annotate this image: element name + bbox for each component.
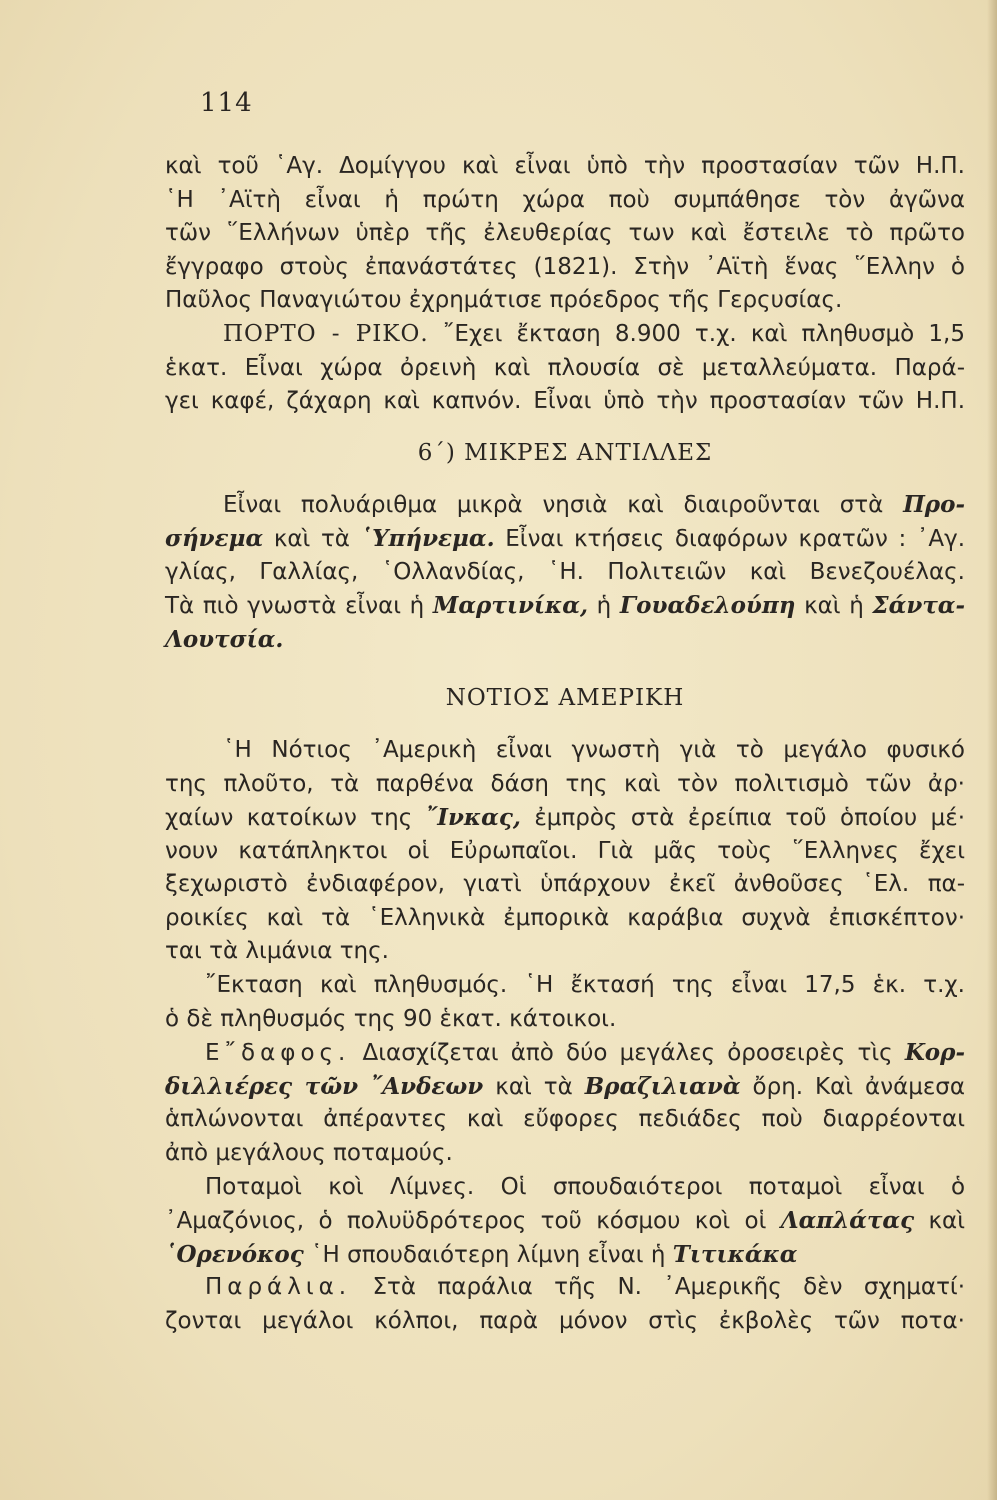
porto-rico-line-3: γει καφέ, ζάχαρη καὶ καπνόν. Εἶναι ὑπὸ τὴν προστασίαν τῶν Η.Π. [165, 388, 965, 415]
soil-title: Ε῎δαφος. [205, 1040, 351, 1067]
antilles-line-4: Τὰ πιὸ γνωστὰ εἶναι ἡ Μαρτινίκα, ἡ Γουαδελούπη καὶ ἡ Σάντα- [165, 592, 966, 620]
porto-rico-title: ΠΟΡΤΟ - ΡΙΚΟ. [223, 320, 429, 347]
small-antilles-heading: 6΄) ΜΙΚΡΕΣ ΑΝΤΙΛΛΕΣ [417, 439, 713, 466]
text-line: τῶν ῞Ελλήνων ὑπὲρ τῆς ἐλευθερίας των καὶ ἔστειλε τὸ πρῶτο [165, 220, 965, 247]
sa-soil-4: ἀπὸ μεγάλους ποταμούς. [165, 1140, 453, 1167]
sa-intro-1: ῾Η Νότιος ᾿Αμερικὴ εἶναι γνωστὴ γιὰ τὸ μεγάλο φυσικό [223, 736, 965, 763]
sa-area-1: ῎Εκταση καὶ πληθυσμός. ῾Η ἔκτασή της εἶναι 17,5 ἑκ. τ.χ. [205, 972, 965, 999]
sa-intro-3: χαίων κατοίκων της ῎Ινκας, ἐμπρὸς στὰ ἐρείπια τοῦ ὁποίου μέ· [165, 804, 965, 832]
coast-title: Παράλια. [205, 1274, 352, 1301]
sa-rivers-3: ῾Ορενόκος ῾Η σπουδαιότερη λίμνη εἶναι ἡ Τιτικάκα [165, 1240, 798, 1268]
antilles-line-1: Εἶναι πολυάριθμα μικρὰ νησιὰ καὶ διαιροῦνται στὰ Προ- [223, 491, 965, 519]
text-line: Παῦλος Παναγιώτου ἐχρημάτισε πρόεδρος τῆς Γερςυσίας. [165, 287, 843, 314]
antilles-line-2: σήνεμα καὶ τὰ ῾Υπήνεμα. Εἶναι κτήσεις διαφόρων κρατῶν : ᾿Αγ. [165, 524, 966, 552]
sa-intro-5: ξεχωριστὸ ἐνδιαφέρον, γιατὶ ὑπάρχουν ἐκεῖ ἀνθοῦσες ῾Ελ. πα- [165, 871, 965, 898]
sa-soil-2: διλλιέρες τῶν ῎Ανδεων καὶ τὰ Βραζιλιανὰ ὄρη. Καὶ ἀνάμεσα [165, 1072, 966, 1100]
sa-intro-4: νουν κατάπληκτοι οἱ Εὐρωπαῖοι. Γιὰ μᾶς τοὺς ῞Ελληνες ἔχει [165, 837, 965, 864]
sa-coast-2: ζονται μεγάλοι κόλποι, παρὰ μόνον στὶς ἐκβολὲς τῶν ποτα· [165, 1308, 965, 1334]
text-line: ἔγγραφο στοὺς ἐπανάστάτες (1821). Στὴν ᾿Αϊτὴ ἕνας ῞Ελλην ὁ [165, 253, 965, 280]
page-number: 114 [200, 88, 253, 118]
south-america-heading: ΝΟΤΙΟΣ ΑΜΕΡΙΚΗ [445, 685, 685, 712]
porto-rico-line-2: ἑκατ. Εἶναι χώρα ὀρεινὴ καὶ πλουσία σὲ μεταλλεύματα. Παρά- [165, 354, 965, 381]
rivers-title: Ποταμοὶ κοὶ Λίμνες. [205, 1173, 475, 1200]
area-title: ῎Εκταση καὶ πληθυσμός. [205, 972, 508, 999]
text-line: καὶ τοῦ ῾Αγ. Δομίγγου καὶ εἶναι ὑπὸ τὴν προστασίαν τῶν Η.Π. [165, 153, 965, 179]
sa-soil-1: Ε῎δαφος. Διασχίζεται ἀπὸ δύο μεγάλες ὀροσειρὲς τὶς Κορ- [205, 1039, 965, 1067]
sa-intro-6: ροικίες καὶ τὰ ῾Ελληνικὰ ἐμπορικὰ καράβια συχνὰ ἐπισκέπτον· [165, 904, 965, 931]
sa-soil-3: ἁπλώνονται ἀπέραντες καὶ εὔφορες πεδιάδες ποὺ διαρρέονται [165, 1106, 965, 1133]
page-edge-shadow [987, 0, 997, 1500]
porto-rico-line-1: ΠΟΡΤΟ - ΡΙΚΟ. ῎Εχει ἔκταση 8.900 τ.χ. καὶ πληθυσμὸ 1,5 [223, 320, 965, 347]
sa-intro-2: της πλοῦτο, τὰ παρθένα δάση της καὶ τὸν πολιτισμὸ τῶν ἀρ· [165, 770, 965, 797]
antilles-line-3: γλίας, Γαλλίας, ῾Ολλανδίας, ῾Η. Πολιτειῶν καὶ Βενεζουέλας. [165, 558, 965, 585]
antilles-line-5: Λουτσία. [165, 625, 284, 653]
sa-rivers-2: ᾿Αμαζόνιος, ὁ πολυϋδρότερος τοῦ κόσμου κοὶ οἱ Λαπλάτας καὶ [165, 1207, 965, 1235]
sa-coast-1: Παράλια. Στὰ παράλια τῆς Ν. ᾿Αμερικῆς δὲν σχηματί· [205, 1274, 966, 1301]
body-text [165, 150, 965, 1339]
text-line: ῾Η ᾿Αϊτὴ εἶναι ἡ πρώτη χώρα ποὺ συμπάθησε τὸν ἀγῶνα [165, 186, 965, 213]
sa-intro-7: ται τὰ λιμάνια της. [165, 938, 389, 965]
sa-rivers-1: Ποταμοὶ κοὶ Λίμνες. Οἱ σπουδαιότεροι ποταμοὶ εἶναι ὁ [205, 1173, 966, 1200]
sa-area-2: ὁ δὲ πληθυσμός της 90 ἑκατ. κάτοικοι. [165, 1005, 617, 1032]
